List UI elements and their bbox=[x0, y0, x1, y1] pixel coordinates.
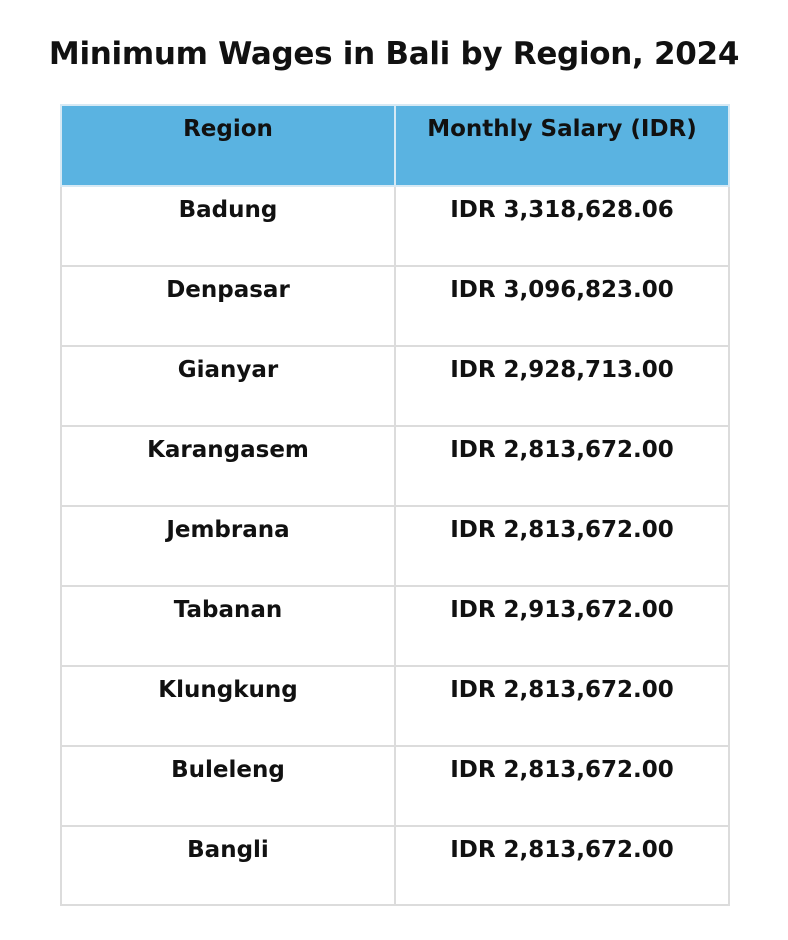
column-header-region: Region bbox=[61, 105, 395, 186]
region-cell: Bangli bbox=[61, 826, 395, 905]
table-row bbox=[61, 346, 729, 426]
column-header-monthly-salary: Monthly Salary (IDR) bbox=[395, 105, 729, 186]
table-row bbox=[61, 746, 729, 826]
table-row bbox=[61, 826, 729, 905]
table-header-row bbox=[61, 105, 729, 186]
region-cell: Karangasem bbox=[61, 426, 395, 506]
salary-cell: IDR 2,813,672.00 bbox=[395, 506, 729, 586]
region-cell: Buleleng bbox=[61, 746, 395, 826]
table-row bbox=[61, 506, 729, 586]
salary-cell: IDR 2,813,672.00 bbox=[395, 826, 729, 905]
region-cell: Gianyar bbox=[61, 346, 395, 426]
table-body bbox=[61, 186, 729, 905]
salary-cell: IDR 2,813,672.00 bbox=[395, 426, 729, 506]
table-row bbox=[61, 586, 729, 666]
region-cell: Tabanan bbox=[61, 586, 395, 666]
salary-cell: IDR 2,913,672.00 bbox=[395, 586, 729, 666]
region-cell: Jembrana bbox=[61, 506, 395, 586]
table-row bbox=[61, 186, 729, 266]
region-cell: Denpasar bbox=[61, 266, 395, 346]
region-cell: Badung bbox=[61, 186, 395, 266]
salary-cell: IDR 2,928,713.00 bbox=[395, 346, 729, 426]
chart-title: Minimum Wages in Bali by Region, 2024 bbox=[48, 36, 740, 72]
salary-cell: IDR 2,813,672.00 bbox=[395, 746, 729, 826]
table-row bbox=[61, 666, 729, 746]
table-row bbox=[61, 266, 729, 346]
minimum-wage-table bbox=[60, 104, 730, 906]
region-cell: Klungkung bbox=[61, 666, 395, 746]
salary-cell: IDR 3,318,628.06 bbox=[395, 186, 729, 266]
table-row bbox=[61, 426, 729, 506]
salary-cell: IDR 3,096,823.00 bbox=[395, 266, 729, 346]
salary-cell: IDR 2,813,672.00 bbox=[395, 666, 729, 746]
